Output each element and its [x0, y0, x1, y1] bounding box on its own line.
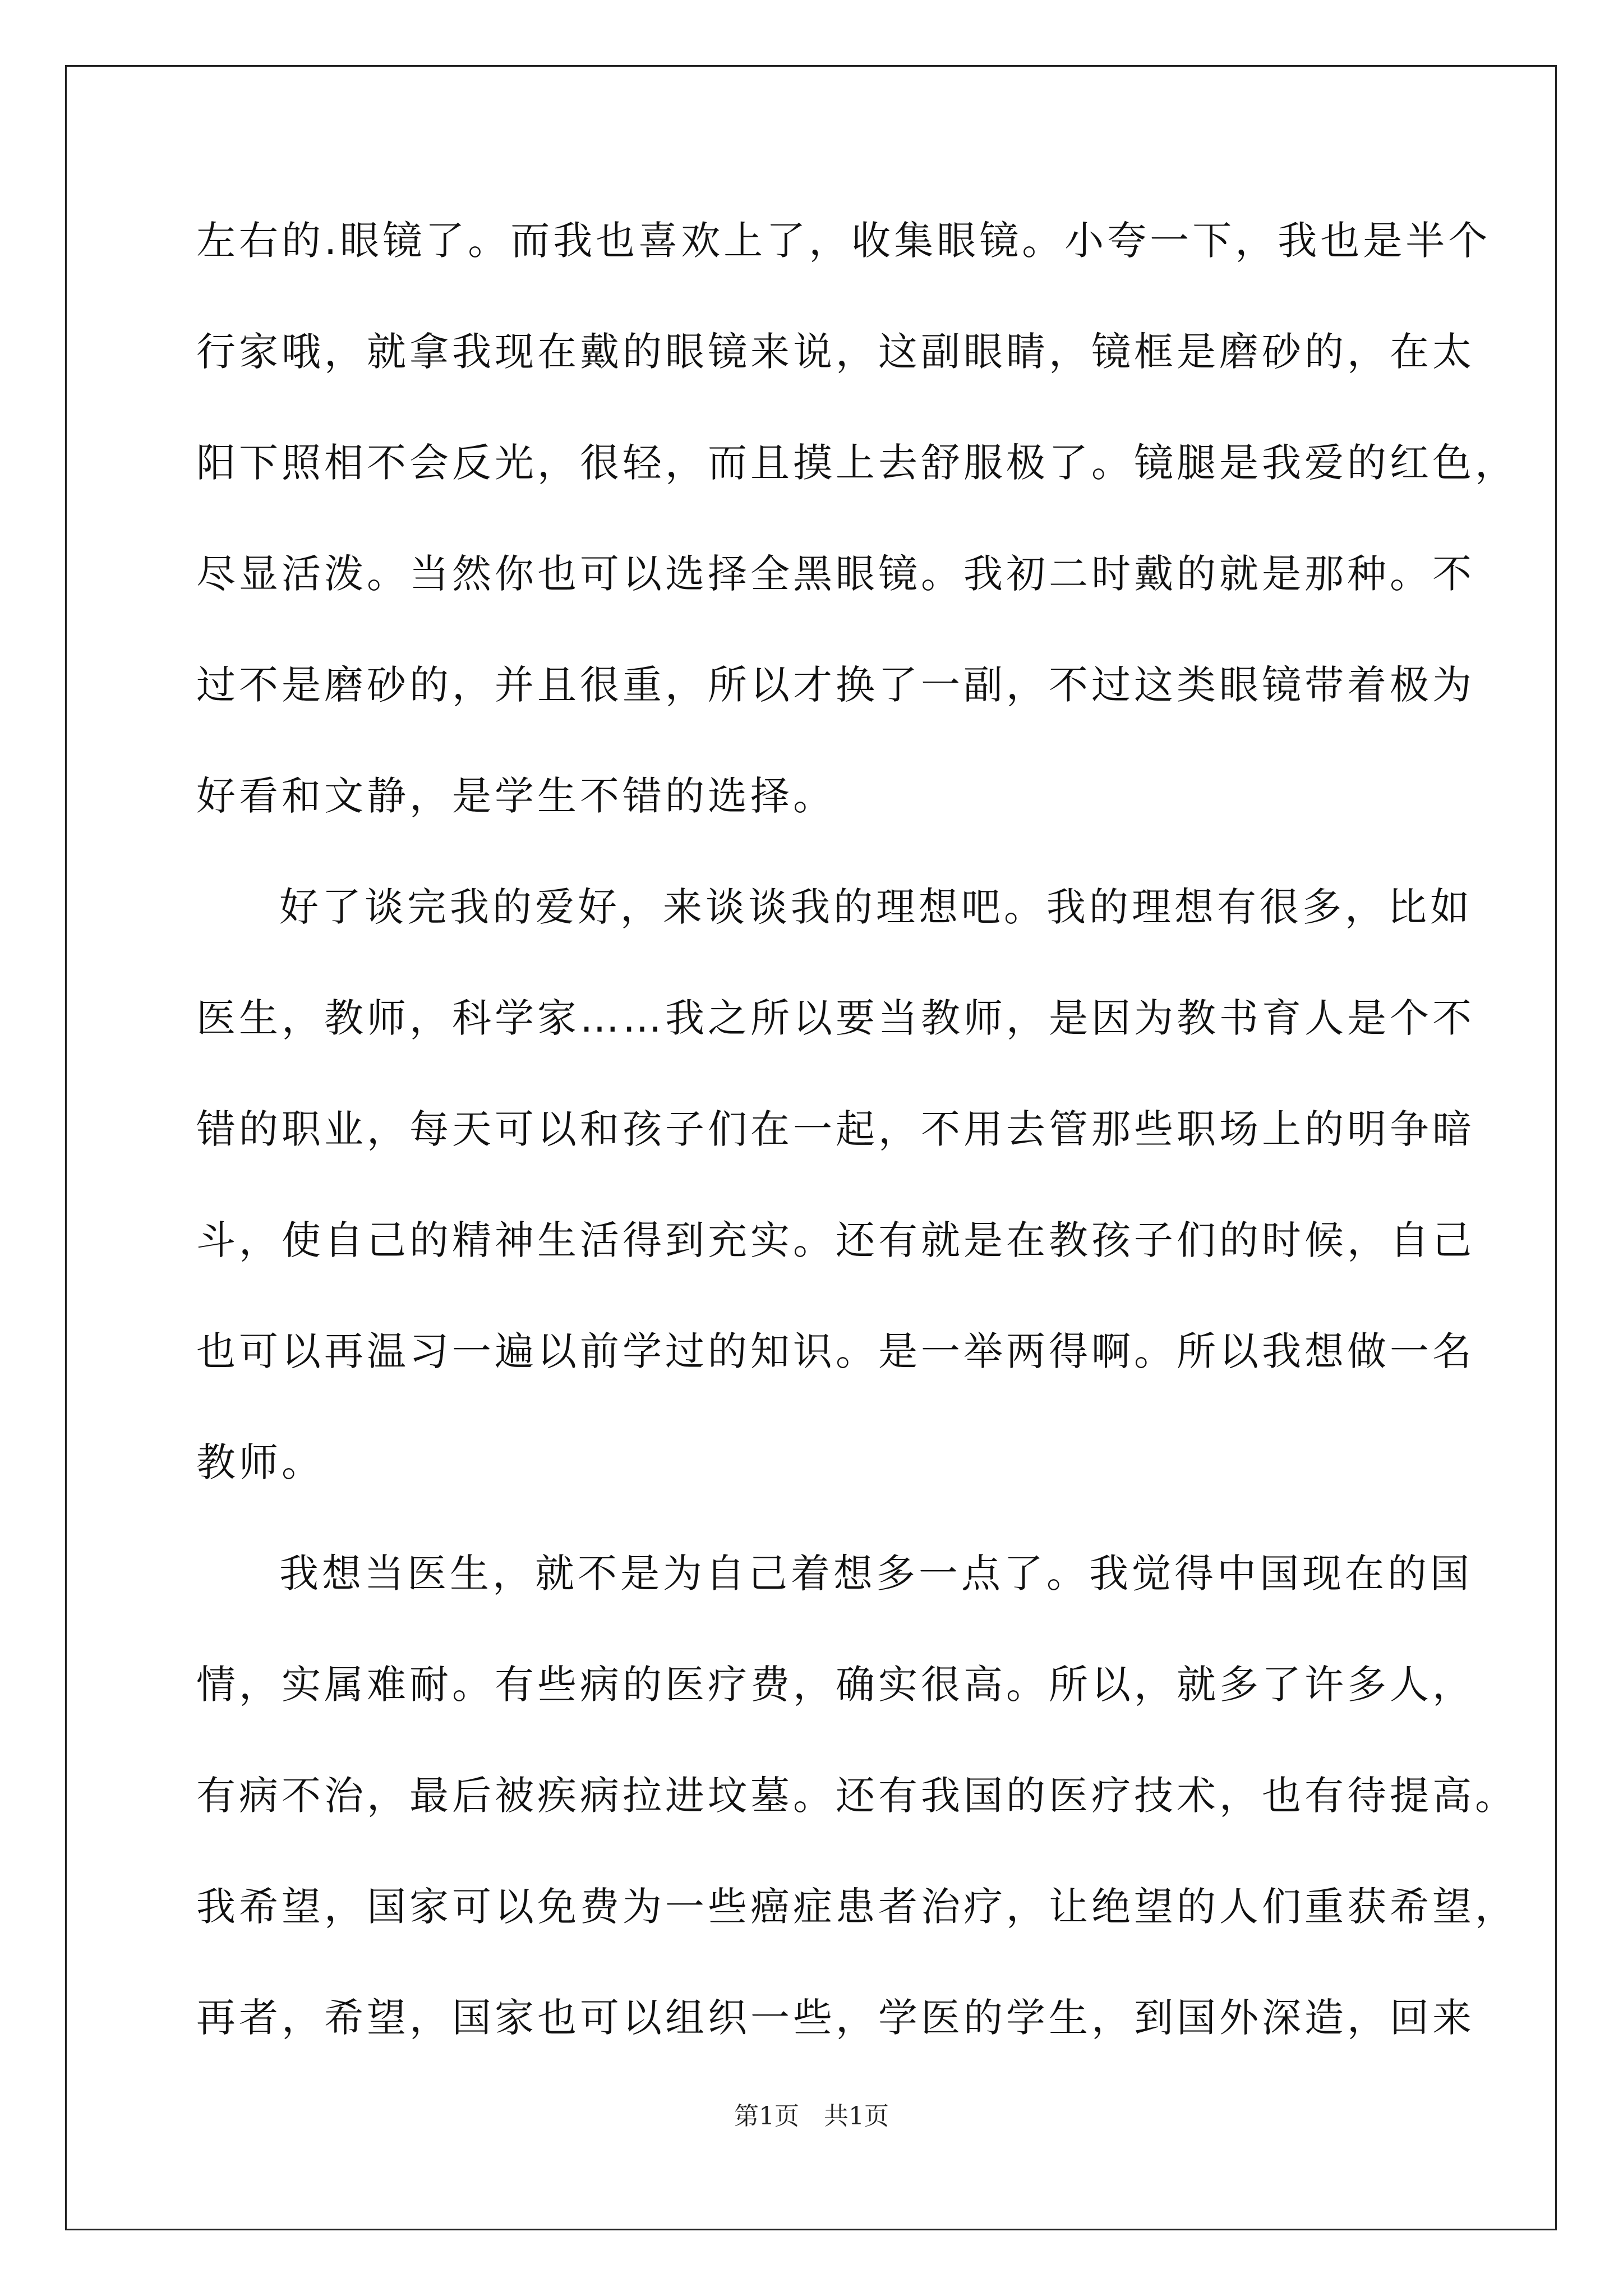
text-line: 阳下照相不会反光，很轻，而且摸上去舒服极了。镜腿是我爱的红色，: [196, 440, 1518, 486]
page-number: 第1页: [734, 2102, 799, 2131]
text-line: 错的职业，每天可以和孩子们在一起，不用去管那些职场上的明争暗: [196, 1106, 1475, 1152]
text-line: 也可以再温习一遍以前学过的知识。是一举两得啊。所以我想做一名: [196, 1328, 1475, 1374]
text-line: 好了谈完我的爱好，来谈谈我的理想吧。我的理想有很多，比如: [279, 884, 1473, 930]
text-line: 好看和文静，是学生不错的选择。: [196, 773, 836, 819]
text-line: 我希望，国家可以免费为一些癌症患者治疗，让绝望的人们重获希望，: [196, 1884, 1518, 1930]
page-footer: [0, 2096, 1623, 2132]
text-line: 斗，使自己的精神生活得到充实。还有就是在教孩子们的时候，自己: [196, 1217, 1475, 1263]
document-body: [196, 185, 1518, 2073]
text-line: 左右的.眼镜了。而我也喜欢上了，收集眼镜。小夸一下，我也是半个: [196, 218, 1491, 264]
text-line: 过不是磨砂的，并且很重，所以才换了一副，不过这类眼镜带着极为: [196, 662, 1475, 708]
text-line: 行家哦，就拿我现在戴的眼镜来说，这副眼睛，镜框是磨砂的，在太: [196, 329, 1475, 375]
text-line: 再者，希望，国家也可以组织一些，学医的学生，到国外深造，回来: [196, 1995, 1475, 2041]
text-line: 尽显活泼。当然你也可以选择全黑眼镜。我初二时戴的就是那种。不: [196, 551, 1475, 597]
text-line: 教师。: [196, 1439, 324, 1485]
text-line: 有病不治，最后被疾病拉进坟墓。还有我国的医疗技术，也有待提高。: [196, 1773, 1518, 1819]
text-line: 我想当医生，就不是为自己着想多一点了。我觉得中国现在的国: [279, 1550, 1473, 1596]
text-line: 情，实属难耐。有些病的医疗费，确实很高。所以，就多了许多人，: [196, 1662, 1475, 1708]
page-total: 共1页: [824, 2102, 889, 2131]
text-line: 医生，教师，科学家……我之所以要当教师，是因为教书育人是个不: [196, 995, 1475, 1041]
